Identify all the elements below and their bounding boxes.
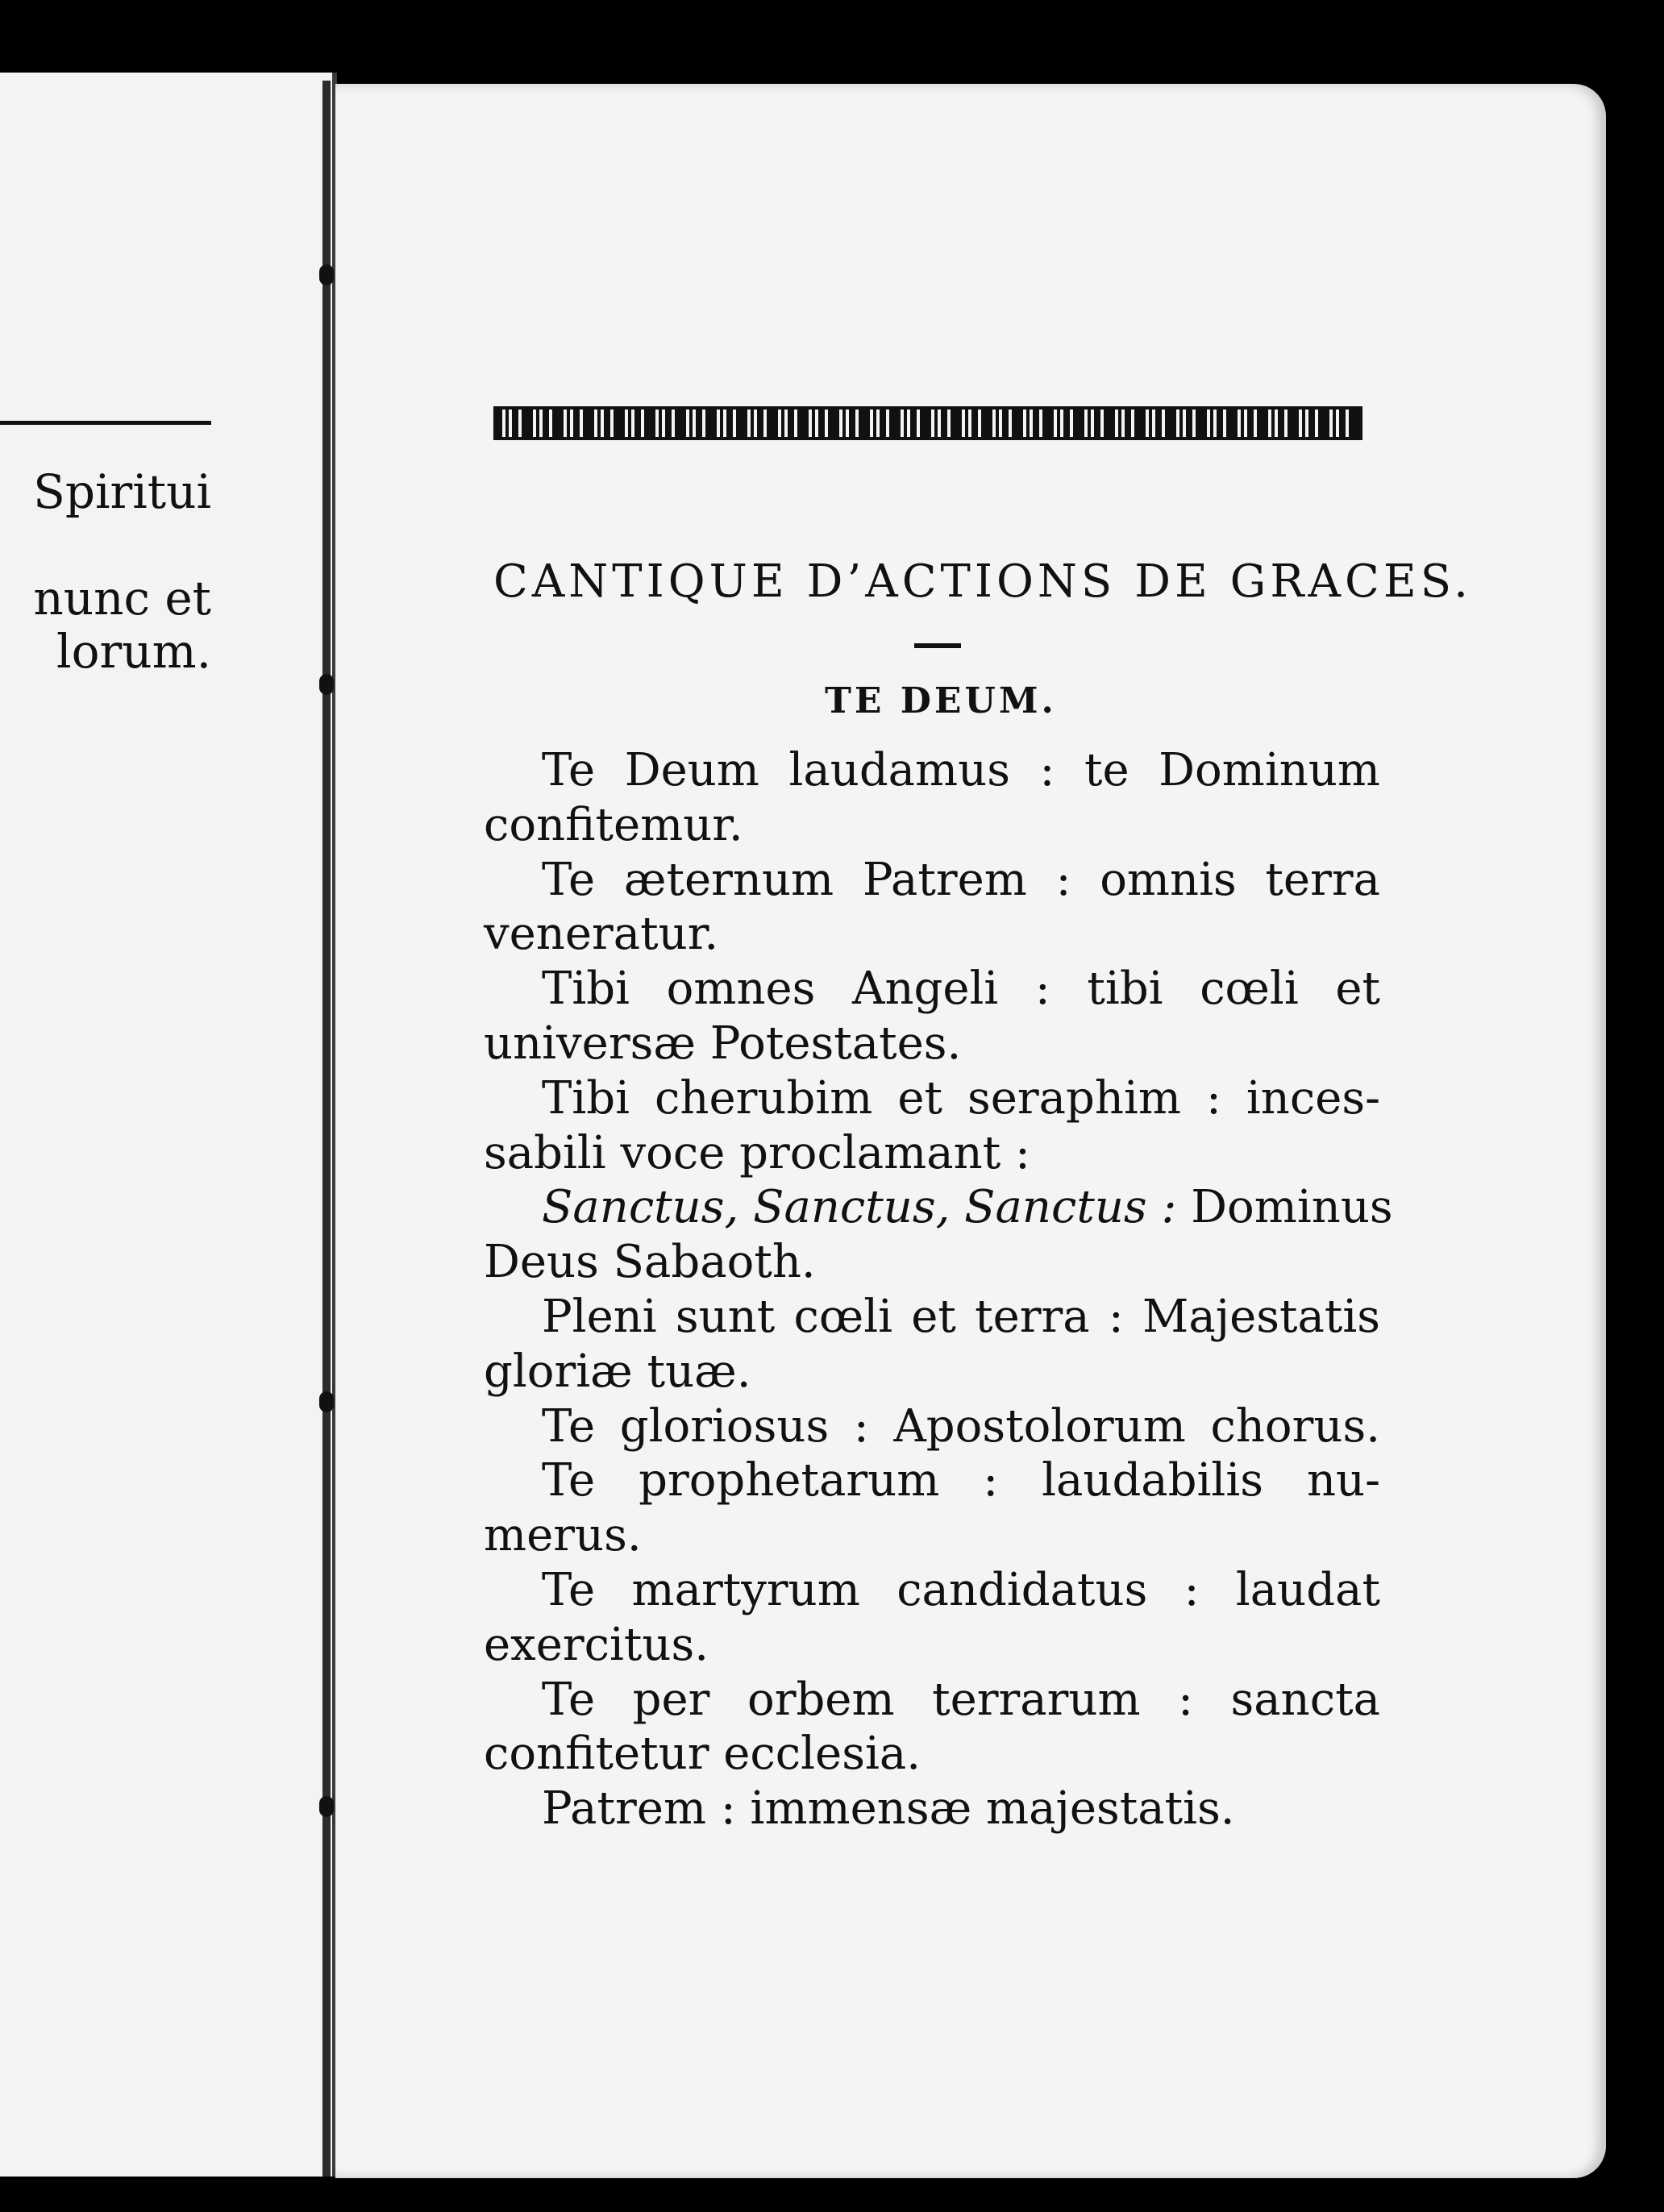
- book-binding: [322, 81, 331, 2177]
- verse-line: veneratur.: [484, 908, 719, 961]
- verse-line: [484, 1180, 1393, 1235]
- verse-line: confitemur.: [484, 798, 743, 851]
- verse-line: Tibi omnes Angeli : tibi cœli et: [542, 963, 1380, 1016]
- section-subtitle: TE DEUM.: [825, 680, 1057, 721]
- verse-line: merus.: [484, 1509, 642, 1562]
- verse-line-italic: Sanctus, Sanctus, Sanctus :: [542, 1181, 1177, 1234]
- verse-line: Te per orbem terrarum : sancta: [542, 1673, 1380, 1726]
- verse-line-rest: Dominus: [1191, 1181, 1393, 1234]
- verse-line: sabili voce proclamant :: [484, 1126, 1030, 1179]
- binding-stitch: [319, 674, 334, 695]
- binding-stitch: [319, 1391, 334, 1412]
- verse-line: exercitus.: [484, 1618, 709, 1671]
- verse-line: Deus Sabaoth.: [484, 1236, 816, 1289]
- right-page: [335, 84, 1606, 2178]
- verse-line: Te æternum Patrem : omnis terra: [542, 853, 1380, 906]
- verse-line: Te prophetarum : laudabilis nu-: [542, 1454, 1380, 1507]
- page-title: CANTIQUE D’ACTIONS DE GRACES.: [493, 555, 1472, 608]
- verse-line: Patrem : immensæ majestatis.: [542, 1782, 1235, 1836]
- binding-stitch: [319, 1796, 334, 1817]
- verse-line: Te Deum laudamus : te Dominum: [542, 744, 1380, 796]
- verse-line: Pleni sunt cœli et terra : Majestatis: [542, 1290, 1380, 1343]
- left-page-line: nunc et: [33, 571, 211, 626]
- verse-line: Te gloriosus : Apostolorum chorus.: [542, 1399, 1380, 1453]
- hymn-text: [484, 743, 1393, 1836]
- left-page-rule: [0, 421, 211, 425]
- left-page-line: lorum.: [56, 624, 211, 679]
- verse-line: gloriæ tuæ.: [484, 1345, 751, 1398]
- verse-line: universæ Potestates.: [484, 1017, 962, 1070]
- title-dash: [914, 643, 961, 648]
- left-page-line: Spiritui: [33, 464, 211, 519]
- verse-line: Tibi cherubim et seraphim : inces-: [542, 1071, 1380, 1125]
- verse-line: Te martyrum candidatus : laudat: [542, 1563, 1380, 1616]
- left-page: [0, 73, 337, 2177]
- ornamental-border: [493, 406, 1362, 440]
- binding-stitch: [319, 264, 334, 285]
- verse-line: confitetur ecclesia.: [484, 1728, 921, 1781]
